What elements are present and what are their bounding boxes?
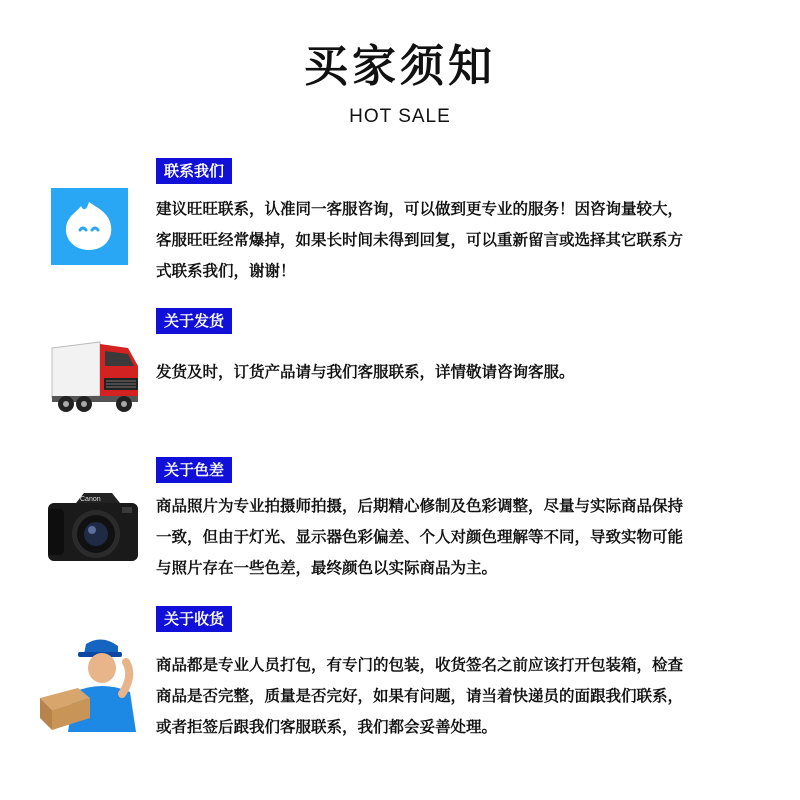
- text-line: 式联系我们，谢谢！: [156, 262, 296, 280]
- section-text: [156, 357, 776, 388]
- section-contact-us: [0, 158, 800, 288]
- text-line: 商品照片为专业拍摄师拍摄，后期精心修制及色彩调整，尽量与实际商品保持: [156, 497, 684, 515]
- section-color-difference: [0, 457, 800, 587]
- text-line: 一致，但由于灯光、显示器色彩偏差、个人对颜色理解等不同，导致实物可能: [156, 528, 684, 546]
- delivery-truck-icon: [48, 340, 142, 418]
- camera-icon: [46, 489, 142, 569]
- page-subtitle: HOT SALE: [349, 106, 451, 127]
- text-line: 或者拒签后跟我们客服联系，我们都会妥善处理。: [156, 718, 498, 736]
- section-tag: 联系我们: [156, 158, 232, 184]
- section-tag: 关于色差: [156, 457, 232, 483]
- courier-with-box-icon: [38, 636, 150, 736]
- section-text: [156, 194, 776, 287]
- text-line: 与照片存在一些色差，最终颜色以实际商品为主。: [156, 559, 498, 577]
- text-line: 商品是否完整，质量是否完好，如果有问题，请当着快递员的面跟我们联系，: [156, 687, 684, 705]
- text-line: 商品都是专业人员打包，有专门的包装，收货签名之前应该打开包装箱，检查: [156, 656, 684, 674]
- section-tag: 关于收货: [156, 606, 232, 632]
- text-line: 客服旺旺经常爆掉，如果长时间未得到回复，可以重新留言或选择其它联系方: [156, 231, 684, 249]
- section-shipping: [0, 308, 800, 428]
- section-text: [156, 650, 776, 743]
- text-line: 建议旺旺联系，认准同一客服咨询，可以做到更专业的服务！因咨询量较大，: [156, 200, 684, 218]
- page-title: 买家须知: [304, 41, 496, 92]
- wangwang-chat-icon: [51, 188, 128, 269]
- text-line: 发货及时，订货产品请与我们客服联系，详情敬请咨询客服。: [156, 363, 575, 381]
- section-receiving: [0, 606, 800, 746]
- camera-brand-label: Canon: [80, 496, 101, 503]
- section-tag: 关于发货: [156, 308, 232, 334]
- section-text: [156, 491, 776, 584]
